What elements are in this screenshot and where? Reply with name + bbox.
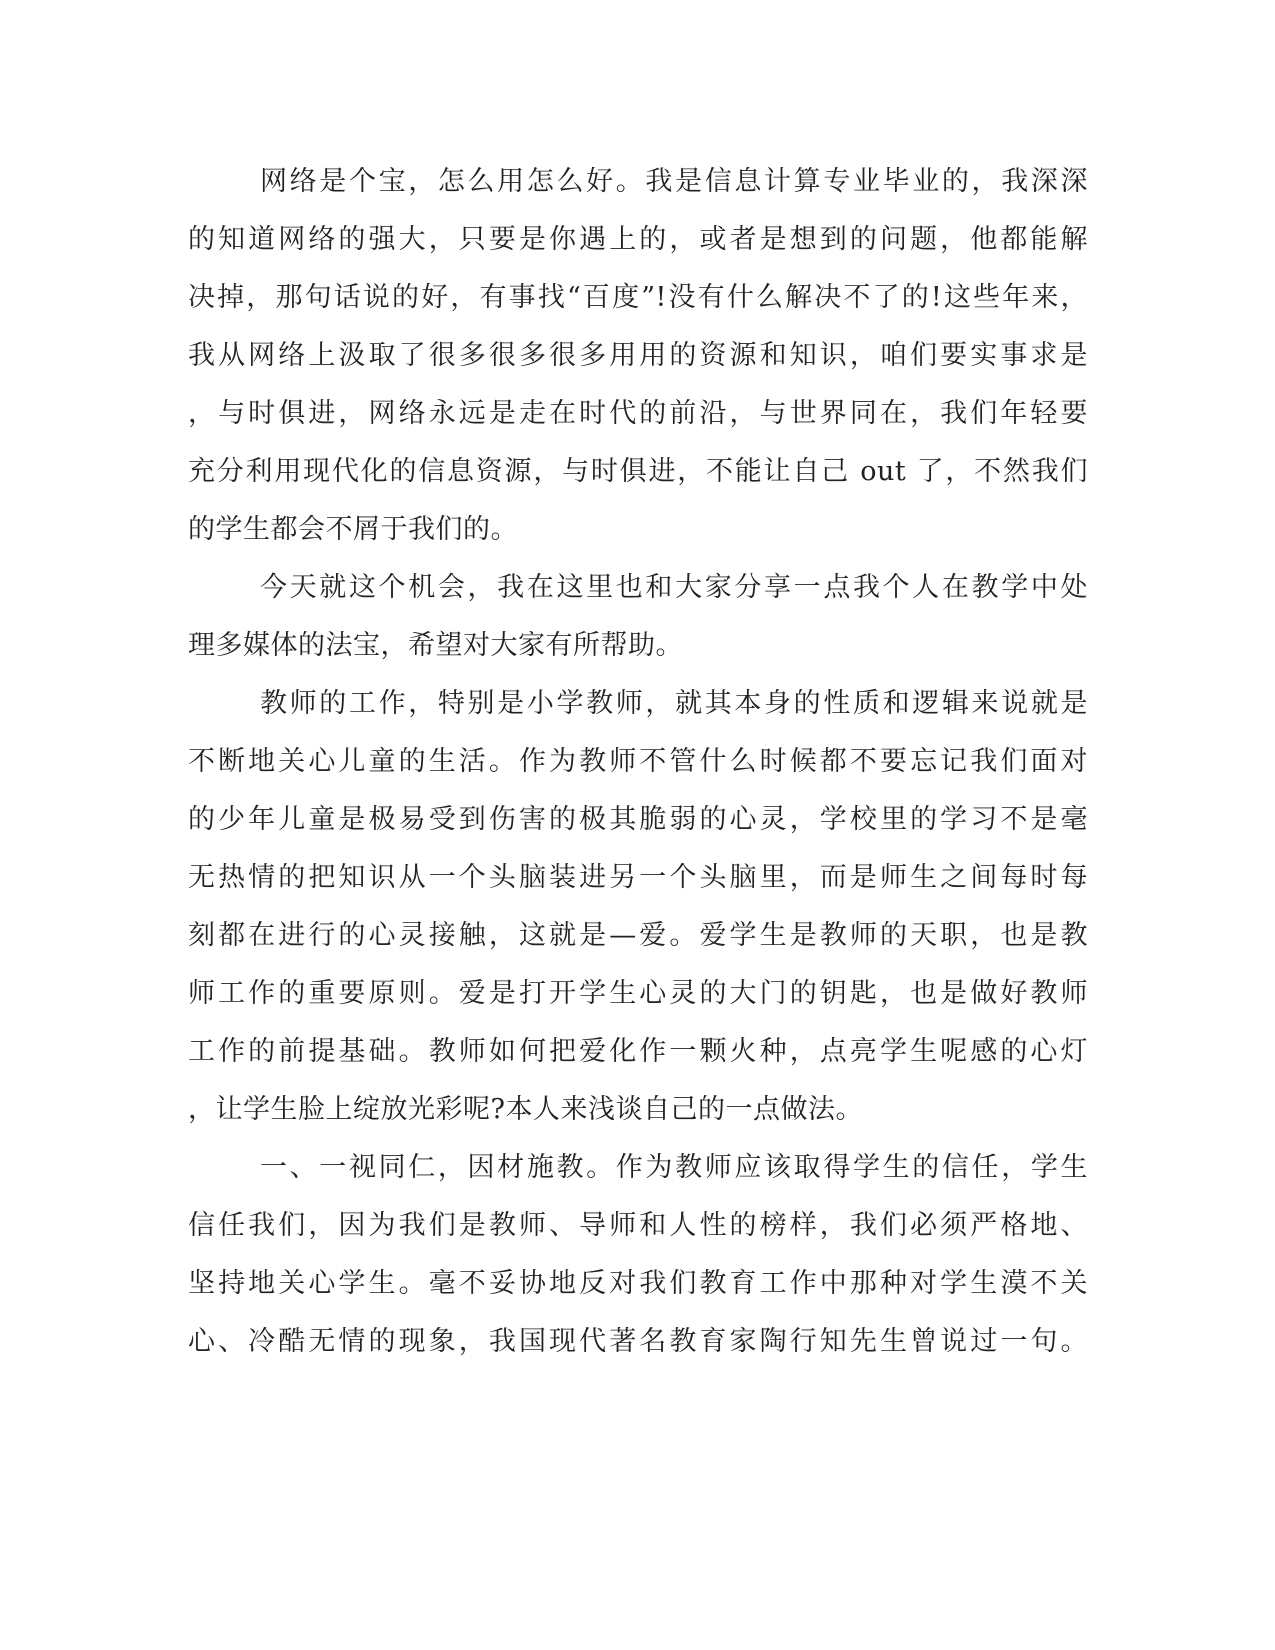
text-line: 一、一视同仁，因材施教。作为教师应该取得学生的信任，学生 [260,1152,1088,1183]
text-line: ，让学生脸上绽放光彩呢?本人来浅谈自己的一点做法。 [188,1094,863,1125]
text-line: 决掉，那句话说的好，有事找“百度”!没有什么解决不了的!这些年来， [188,282,1088,313]
text-line: 信任我们，因为我们是教师、导师和人性的榜样，我们必须严格地、 [188,1210,1088,1241]
text-line: 的少年儿童是极易受到伤害的极其脆弱的心灵，学校里的学习不是毫 [188,804,1088,835]
text-line: 今天就这个机会，我在这里也和大家分享一点我个人在教学中处 [260,572,1088,603]
text-line: 教师的工作，特别是小学教师，就其本身的性质和逻辑来说就是 [260,688,1088,719]
text-line: 心、冷酷无情的现象，我国现代著名教育家陶行知先生曾说过一句。 [188,1326,1088,1357]
text-line: 我从网络上汲取了很多很多很多用用的资源和知识，咱们要实事求是 [188,340,1088,371]
text-line: 充分利用现代化的信息资源，与时俱进，不能让自己 out 了，不然我们 [188,456,1088,487]
text-line: 不断地关心儿童的生活。作为教师不管什么时候都不要忘记我们面对 [188,746,1088,777]
text-line: 师工作的重要原则。爱是打开学生心灵的大门的钥匙，也是做好教师 [188,978,1088,1009]
text-line: 刻都在进行的心灵接触，这就是—爱。爱学生是教师的天职，也是教 [188,920,1088,951]
text-line: 无热情的把知识从一个头脑装进另一个头脑里，而是师生之间每时每 [188,862,1088,893]
text-line: 的学生都会不屑于我们的。 [188,514,518,545]
text-line: ，与时俱进，网络永远是走在时代的前沿，与世界同在，我们年轻要 [188,398,1088,429]
text-line: 的知道网络的强大，只要是你遇上的，或者是想到的问题，他都能解 [188,224,1088,255]
text-line: 工作的前提基础。教师如何把爱化作一颗火种，点亮学生呢感的心灯 [188,1036,1088,1067]
text-line: 网络是个宝，怎么用怎么好。我是信息计算专业毕业的，我深深 [260,166,1088,197]
text-line: 理多媒体的法宝，希望对大家有所帮助。 [188,630,683,661]
text-line: 坚持地关心学生。毫不妥协地反对我们教育工作中那种对学生漠不关 [188,1268,1088,1299]
